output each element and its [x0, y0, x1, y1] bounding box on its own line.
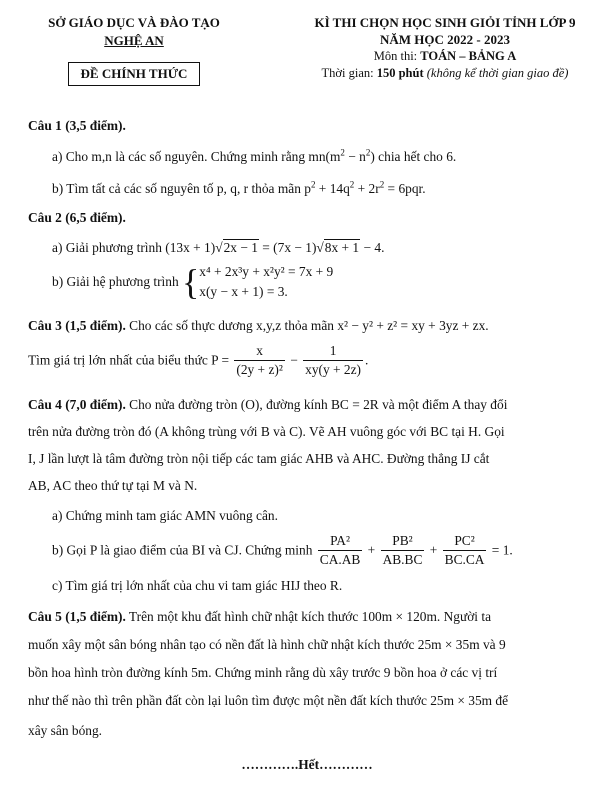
q5-line3: bồn hoa hình tròn đường kính 5m. Chứng minh rằng dù xây trước 9 bồn hoa ở các vị trí	[28, 665, 498, 680]
q2-eq1: x⁴ + 2x³y + x²y² = 7x + 9	[199, 264, 334, 279]
official-badge: ĐỀ CHÍNH THỨC	[68, 62, 201, 86]
q4-line2: trên nửa đường tròn đó (A không trùng với B và C). Vẽ AH vuông góc với BC tại H. Gọi	[28, 424, 505, 439]
time-line: Thời gian: 150 phút (không kể thời gian giao đề)	[321, 66, 569, 80]
q4-part-a: a) Chứng minh tam giác AMN vuông cân.	[52, 508, 278, 523]
q3-line1: Câu 3 (1,5 điểm). Cho các số thực dương x,y,z thỏa mãn x² − y² + z² = xy + 3yz + zx.	[28, 318, 489, 333]
q5-line1: Câu 5 (1,5 điểm). Trên một khu đất hình chữ nhật kích thước 100m × 120m. Người ta	[28, 609, 492, 624]
subject-line: Môn thi: TOÁN – BẢNG A	[373, 49, 517, 63]
q2-title: Câu 2 (6,5 điểm).	[28, 210, 126, 225]
q1-part-a: a) Cho m,n là các số nguyên. Chứng minh rằng $mn(m^2 - n^2)$ chia hết cho 6.	[52, 147, 457, 164]
q4-part-b: b) Gọi P là giao điểm của BI và CJ. Chứng minh $\frac{\text{PA²}}{CA.AB}$ + $\frac{\text{PB²}}{AB.BC}$ + $\frac{\text{PC²}}{BC.CA}$ = 1.	[52, 533, 513, 567]
exam-title: KÌ THI CHỌN HỌC SINH GIỎI TỈNH LỚP 9	[314, 15, 576, 30]
q1-title: Câu 1 (3,5 điểm).	[28, 118, 126, 133]
q4-line1: Câu 4 (7,0 điểm). Cho nửa đường tròn (O), đường kính BC = 2R và một điểm A thay đổi	[28, 397, 508, 412]
q2-eq2: x(y − x + 1) = 3.	[199, 284, 288, 299]
q2-part-b: b) Giải hệ phương trình {x⁴ + 2x³y + x²y² = 7x + 9 x(y − x + 1) = 3.	[52, 262, 334, 302]
q5-line4: như thế nào thì trên phần đất còn lại luôn tìm được một nền đất kích thước 25m × 35m để	[28, 693, 509, 708]
time-note: (không kể thời gian giao đề)	[426, 66, 569, 80]
q1-part-b: b) Tìm tất cả các số nguyên tố p, q, r thỏa mãn $p^2 + 14q^2 + 2r^2 = 6pqr$.	[52, 179, 426, 196]
q5-line2: muốn xây một sân bóng nhân tạo có nền đất là hình chữ nhật kích thước 25m × 35m và 9	[28, 637, 506, 652]
q2-part-a: a) Giải phương trình (13x + 1)√2x − 1 = (7x − 1)√8x + 1 − 4.	[52, 240, 385, 255]
header-right	[290, 14, 600, 82]
q4-line3: I, J lần lượt là tâm đường tròn nội tiếp các tam giác AHB và AHC. Đường thẳng IJ cắt	[28, 451, 490, 466]
subject: TOÁN – BẢNG A	[420, 49, 517, 63]
header-left	[14, 14, 254, 86]
province: NGHỆ AN	[104, 33, 164, 48]
exam-time: 150 phút	[376, 66, 424, 80]
org-name: SỞ GIÁO DỤC VÀ ĐÀO TẠO	[48, 15, 220, 30]
q4-part-c: c) Tìm giá trị lớn nhất của chu vi tam giác HIJ theo R.	[52, 578, 343, 593]
q5-line5: xây sân bóng.	[28, 723, 103, 738]
end-marker: ………….Hết…………	[241, 757, 373, 772]
q3-line2: Tìm giá trị lớn nhất của biểu thức P = $\frac{x}{\text{(2y + z)²}}$ − $\frac{1}{xy(y + 2z)}$ .	[28, 343, 369, 377]
school-year: NĂM HỌC 2022 - 2023	[380, 32, 510, 47]
q4-line4: AB, AC theo thứ tự tại M và N.	[28, 478, 198, 493]
